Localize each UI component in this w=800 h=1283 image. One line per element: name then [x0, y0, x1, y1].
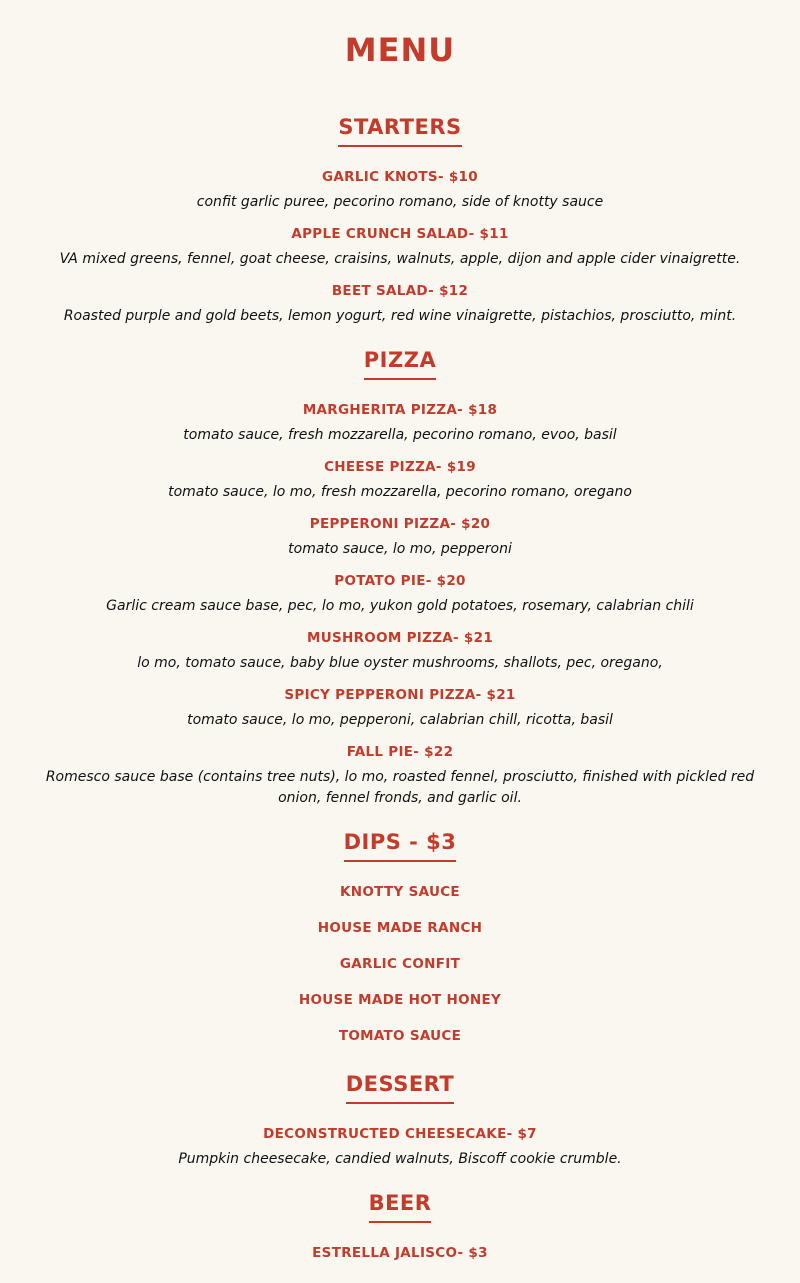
- menu-item-description: tomato sauce, lo mo, pepperoni: [288, 541, 512, 557]
- menu-item-name: CHEESE PIZZA- $19: [324, 459, 476, 475]
- menu-item-description: Garlic cream sauce base, pec, lo mo, yukon gold potatoes, rosemary, calabrian chili: [106, 598, 694, 614]
- page-title: MENU: [344, 31, 456, 69]
- menu-item-description: Pumpkin cheesecake, candied walnuts, Biscoff cookie crumble.: [178, 1151, 622, 1167]
- section-heading-dips: [0, 829, 800, 862]
- menu-item-description: Roasted purple and gold beets, lemon yogurt, red wine vinaigrette, pistachios, prosciutto, mint.: [63, 308, 737, 324]
- menu-item-name: FALL PIE- $22: [346, 744, 454, 760]
- menu-item-description: tomato sauce, lo mo, fresh mozzarella, pecorino romano, oregano: [168, 484, 632, 500]
- menu-item-name: POTATO PIE- $20: [334, 573, 466, 589]
- section-heading-pizza-label: PIZZA: [364, 347, 436, 380]
- menu-item-name: BEET SALAD- $12: [331, 283, 469, 299]
- section-heading-dessert: [0, 1071, 800, 1104]
- dip-item: KNOTTY SAUCE: [340, 884, 460, 900]
- menu-item-description: tomato sauce, fresh mozzarella, pecorino romano, evoo, basil: [183, 427, 617, 443]
- menu-item-description: confit garlic puree, pecorino romano, side of knotty sauce: [196, 194, 604, 210]
- menu-item-name: APPLE CRUNCH SALAD- $11: [291, 226, 509, 242]
- menu-item-description: lo mo, tomato sauce, baby blue oyster mushrooms, shallots, pec, oregano,: [137, 655, 663, 671]
- menu-item-description: tomato sauce, lo mo, pepperoni, calabrian chill, ricotta, basil: [187, 712, 613, 728]
- dip-item: HOUSE MADE HOT HONEY: [298, 992, 502, 1008]
- menu-item-name: ESTRELLA JALISCO- $3: [312, 1245, 488, 1261]
- menu-item-name: MUSHROOM PIZZA- $21: [306, 630, 494, 646]
- menu-item-description: Romesco sauce base (contains tree nuts), lo mo, roasted fennel, prosciutto, finished with pickled red onion, fennel fronds, and garlic oil.: [45, 769, 755, 806]
- section-heading-starters-label: STARTERS: [338, 114, 461, 147]
- section-heading-beer-label: BEER: [369, 1190, 432, 1223]
- menu-item-name: PEPPERONI PIZZA- $20: [309, 516, 491, 532]
- section-heading-dips-label: DIPS - $3: [344, 829, 457, 862]
- menu-item-name: DECONSTRUCTED CHEESECAKE- $7: [263, 1126, 537, 1142]
- menu-item-description: VA mixed greens, fennel, goat cheese, craisins, walnuts, apple, dijon and apple cider vinaigrette.: [59, 251, 741, 267]
- menu-item-name: GARLIC KNOTS- $10: [322, 169, 478, 185]
- section-heading-starters: [0, 114, 800, 147]
- menu-item-name: SPICY PEPPERONI PIZZA- $21: [284, 687, 516, 703]
- dip-item: HOUSE MADE RANCH: [317, 920, 483, 936]
- dip-item: GARLIC CONFIT: [339, 956, 461, 972]
- section-heading-dessert-label: DESSERT: [346, 1071, 454, 1104]
- dip-item: TOMATO SAUCE: [338, 1028, 462, 1044]
- section-heading-pizza: [0, 347, 800, 380]
- section-heading-beer: [0, 1190, 800, 1223]
- menu-item-name: MARGHERITA PIZZA- $18: [302, 402, 498, 418]
